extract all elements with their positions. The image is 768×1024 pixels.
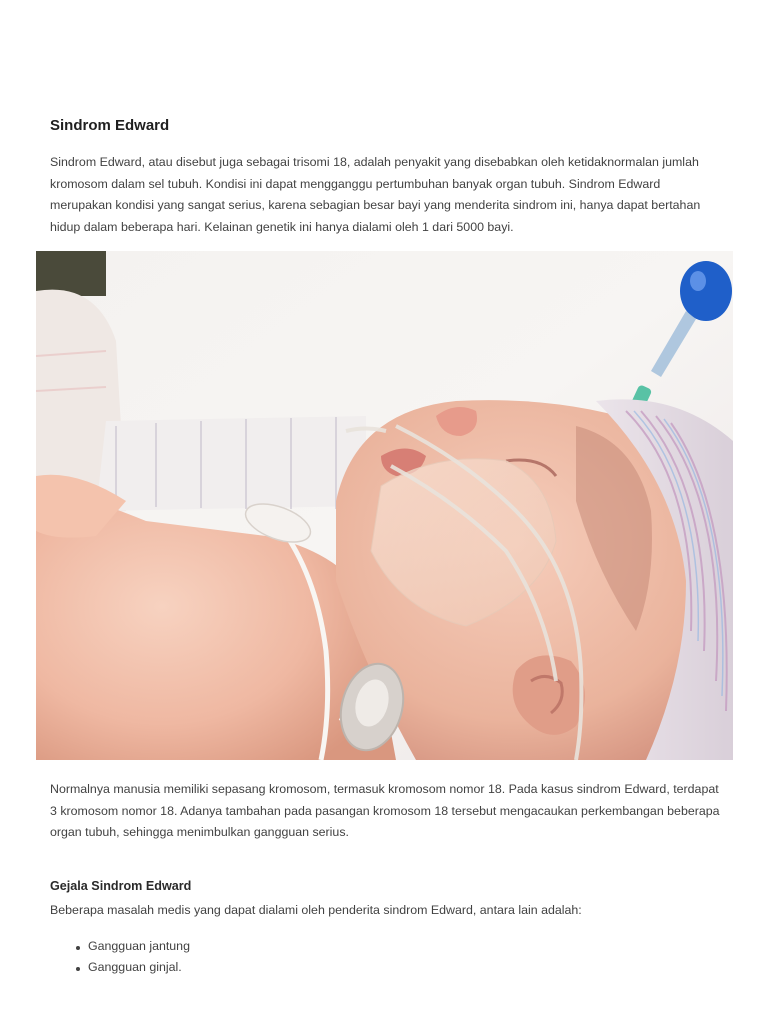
list-item-text: Gangguan jantung (88, 938, 190, 953)
bullet-icon (76, 967, 80, 971)
bullet-icon (76, 946, 80, 950)
page-title: Sindrom Edward (50, 117, 170, 134)
list-item (72, 957, 720, 979)
symptoms-section (50, 876, 720, 979)
list-item-text: Gangguan ginjal. (88, 960, 182, 974)
section-lead: Beberapa masalah medis yang dapat dialami oleh penderita sindrom Edward, antara lain adalah: (50, 903, 582, 917)
section-heading: Gejala Sindrom Edward (50, 879, 192, 893)
newborn-photo (36, 251, 733, 760)
article-header (50, 116, 720, 238)
symptom-list (50, 936, 720, 979)
body-section (50, 779, 720, 844)
intro-paragraph: Sindrom Edward, atau disebut juga sebagai trisomi 18, adalah penyakit yang disebabkan oleh ketidaknormalan jumlah kromosom dalam sel tubuh. Kondisi ini dapat mengganggu pertumbuhan banyak organ tubuh. Sindrom Edward merupakan kondisi yang sangat serius, karena sebagian besar bayi yang menderita sindrom ini, hanya dapat bertahan hidup dalam beberapa hari. Kelainan genetik ini hanya dialami oleh 1 dari 5000 bayi. (50, 155, 701, 234)
list-item (72, 936, 720, 958)
body-paragraph: Normalnya manusia memiliki sepasang kromosom, termasuk kromosom nomor 18. Pada kasus sindrom Edward, terdapat 3 kromosom nomor 18. Adanya tambahan pada pasangan kromosom 18 tersebut mengacaukan perkembangan beberapa organ tubuh, sehingga menimbulkan gangguan serius. (50, 782, 720, 839)
